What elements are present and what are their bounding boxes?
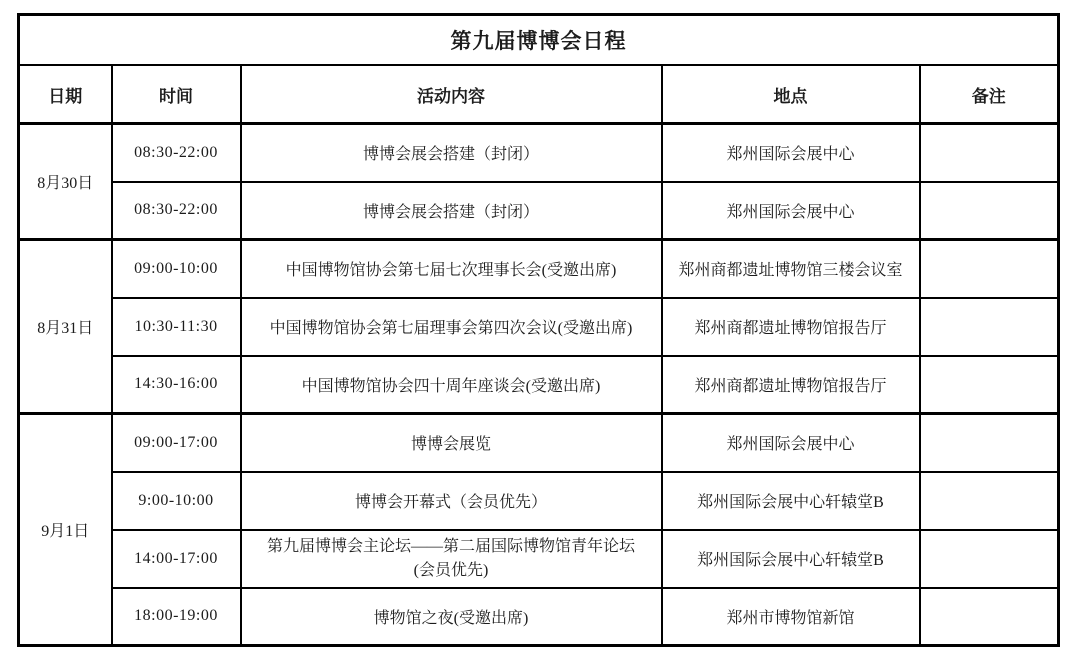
table-row [19,472,1059,530]
cell-activity: 博博会展会搭建（封闭） [241,182,662,240]
cell-location: 郑州国际会展中心轩辕堂B [662,472,920,530]
table-row [19,414,1059,472]
cell-activity: 博博会展会搭建（封闭） [241,124,662,182]
cell-note [920,588,1059,646]
cell-activity [241,530,662,588]
date-cell-sep1: 9月1日 [19,414,112,646]
cell-time: 09:00-17:00 [112,414,241,472]
table-row [19,530,1059,588]
cell-activity: 中国博物馆协会四十周年座谈会(受邀出席) [241,356,662,414]
cell-location: 郑州商都遗址博物馆报告厅 [662,356,920,414]
activity-line-1: 第九届博博会主论坛——第二届国际博物馆青年论坛 [266,538,635,556]
cell-note [920,182,1059,240]
col-header-activity: 活动内容 [241,65,662,124]
cell-location: 郑州商都遗址博物馆三楼会议室 [662,240,920,298]
schedule-table [17,13,1060,647]
cell-time: 08:30-22:00 [112,124,241,182]
cell-note [920,240,1059,298]
cell-time: 9:00-10:00 [112,472,241,530]
cell-location: 郑州国际会展中心 [662,124,920,182]
table-row [19,588,1059,646]
schedule-table-container [17,13,1060,647]
header-row [19,65,1059,124]
cell-activity: 中国博物馆协会第七届理事会第四次会议(受邀出席) [241,298,662,356]
cell-location: 郑州国际会展中心轩辕堂B [662,530,920,588]
cell-time: 18:00-19:00 [112,588,241,646]
cell-time: 10:30-11:30 [112,298,241,356]
cell-note [920,414,1059,472]
cell-time: 14:30-16:00 [112,356,241,414]
date-cell-aug30: 8月30日 [19,124,112,240]
cell-note [920,124,1059,182]
cell-note [920,298,1059,356]
cell-time: 08:30-22:00 [112,182,241,240]
cell-note [920,472,1059,530]
col-header-date: 日期 [19,65,112,124]
date-cell-aug31: 8月31日 [19,240,112,414]
col-header-location: 地点 [662,65,920,124]
cell-note [920,356,1059,414]
cell-location: 郑州国际会展中心 [662,414,920,472]
cell-activity: 中国博物馆协会第七届七次理事长会(受邀出席) [241,240,662,298]
table-row [19,182,1059,240]
cell-time: 14:00-17:00 [112,530,241,588]
cell-location: 郑州市博物馆新馆 [662,588,920,646]
title-row [19,15,1059,66]
table-row [19,124,1059,182]
cell-location: 郑州商都遗址博物馆报告厅 [662,298,920,356]
table-row [19,240,1059,298]
col-header-note: 备注 [920,65,1059,124]
cell-activity: 博博会开幕式（会员优先） [241,472,662,530]
cell-time: 09:00-10:00 [112,240,241,298]
activity-line-2: (会员优先) [413,561,489,579]
cell-location: 郑州国际会展中心 [662,182,920,240]
cell-activity: 博博会展览 [241,414,662,472]
page-title: 第九届博博会日程 [19,15,1059,66]
col-header-time: 时间 [112,65,241,124]
table-row [19,356,1059,414]
cell-note [920,530,1059,588]
cell-activity: 博物馆之夜(受邀出席) [241,588,662,646]
table-row [19,298,1059,356]
